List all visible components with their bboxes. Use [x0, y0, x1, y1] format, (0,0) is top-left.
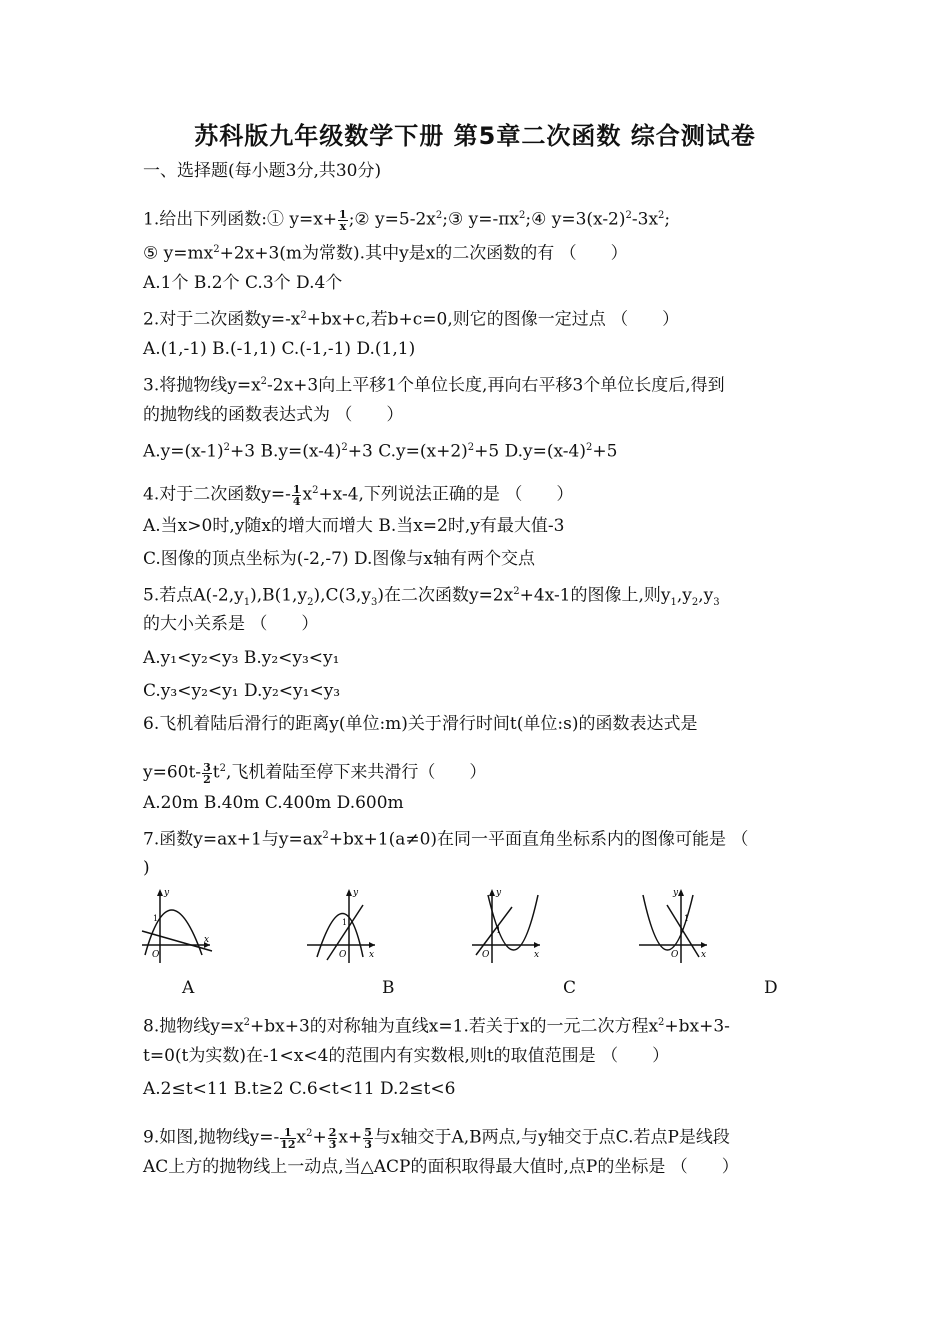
graph-label-d: D [764, 978, 778, 998]
question-8-line-1: 8.抛物线$y=x^2+bx+3$的对称轴为直线x=1.若关于x的一元二次方程$x^2+bx+3-$ [143, 1016, 730, 1037]
question-5-options-ab: A.y₁<y₂<y₃ B.y₂<y₃<y₁ [143, 648, 340, 668]
fraction: $\frac{1}{4}$ [292, 482, 301, 508]
svg-text:x: x [701, 950, 707, 960]
question-7-line-1: 7.函数y=ax+1与$y=ax^2+bx+1(a\ne 0)$在同一平面直角坐标系内的图像可能是 （ [143, 829, 749, 850]
question-3-line-1: 3.将抛物线$y=x^2-2x+3$向上平移1个单位长度,再向右平移3个单位长度后,得到 [143, 375, 725, 396]
svg-text:O: O [152, 950, 160, 960]
graph-label-a: A [182, 978, 195, 998]
fraction: $\frac{1}{x}$ [339, 207, 347, 233]
fraction: $\frac{3}{2}$ [203, 760, 211, 786]
svg-text:y: y [353, 888, 359, 898]
fraction: $\frac{5}{3}$ [364, 1125, 372, 1151]
section-heading: 一、选择题(每小题3分,共30分) [143, 161, 382, 181]
question-5-line-1: 5.若点$A(-2,y_1),B(1,y_2),C(3,y_3)$在二次函数$y=2x^2+4x-1$的图像上,则$y_1,y_2,y_3$ [143, 585, 720, 609]
fraction: $\frac{1}{12}$ [280, 1125, 296, 1151]
svg-text:x: x [534, 950, 540, 960]
svg-text:1: 1 [684, 914, 690, 923]
svg-text:y: y [164, 888, 170, 898]
svg-text:y: y [496, 888, 502, 898]
graph-option-c [470, 885, 545, 965]
question-8-options: A.2≤t<11 B.t≥2 C.6<t<11 D.2≤t<6 [143, 1079, 456, 1099]
question-6-line-2: y=60t- $\frac{3}{2}$ $t^2$,飞机着陆至停下来共滑行（ ） [143, 760, 487, 786]
question-3-line-2: 的抛物线的函数表达式为 （ ） [143, 405, 404, 425]
fraction: $\frac{2}{3}$ [328, 1125, 337, 1151]
question-6-options: A.20m B.40m C.400m D.600m [143, 793, 404, 813]
question-2-options: A.(1,-1) B.(-1,1) C.(-1,-1) D.(1,1) [143, 339, 416, 359]
page-title: 苏科版九年级数学下册 第5章二次函数 综合测试卷 [194, 122, 756, 150]
question-4: 4.对于二次函数y=- $\frac{1}{4}$ $x^2+x-4$,下列说法正确的是 （ ） [143, 482, 574, 508]
question-3-options: $A.y=(x-1)^2+3$ $B.y=(x-4)^2+3$ $C.y=(x+2)^2+5$ $D.y=(x-4)^2+5$ [143, 441, 618, 462]
question-1-options: A.1个 B.2个 C.3个 D.4个 [143, 273, 343, 293]
question-5-options-cd: C.y₃<y₂<y₁ D.y₂<y₁<y₃ [143, 681, 341, 701]
graph-option-a [140, 885, 215, 965]
question-8-line-2: t=0(t为实数)在-1<x<4的范围内有实数根,则t的取值范围是 （ ） [143, 1046, 670, 1066]
question-4-options-cd: C.图像的顶点坐标为(-2,-7) D.图像与x轴有两个交点 [143, 549, 536, 569]
question-1-line-1: 1.给出下列函数:① y=x+ $\frac{1}{x}$ ;② $y=5-2x^2;③$ $y=-\pi x^2;④$ $y=3(x-2)^2-3x^2$; [143, 207, 671, 233]
svg-text:x: x [369, 950, 375, 960]
question-4-options-ab: A.当x>0时,y随x的增大而增大 B.当x=2时,y有最大值-3 [143, 516, 565, 536]
graph-label-c: C [563, 978, 577, 998]
graph-option-b [305, 885, 380, 965]
question-9-line-1: 9.如图,抛物线y=- $\frac{1}{12}$ $x^2+$ $\frac{2}{3}$ x+ $\frac{5}{3}$ 与x轴交于A,B两点,与y轴交于点C.若点P是线段 [143, 1125, 730, 1151]
svg-text:O: O [671, 950, 679, 960]
svg-text:1: 1 [342, 918, 348, 927]
question-9-line-2: AC上方的抛物线上一动点,当△ACP的面积取得最大值时,点P的坐标是 （ ） [143, 1157, 739, 1177]
svg-text:O: O [482, 950, 490, 960]
question-7-line-2: ) [143, 858, 150, 878]
question-6-line-1: 6.飞机着陆后滑行的距离y(单位:m)关于滑行时间t(单位:s)的函数表达式是 [143, 714, 698, 734]
svg-text:O: O [339, 950, 347, 960]
question-5-line-2: 的大小关系是 （ ） [143, 614, 319, 634]
svg-text:1: 1 [496, 926, 502, 935]
svg-text:y: y [673, 888, 679, 898]
question-2: 2.对于二次函数$y=-x^2+bx+c$,若b+c=0,则它的图像一定过点 （ ） [143, 309, 680, 330]
graph-label-b: B [382, 978, 395, 998]
graph-option-d [637, 885, 712, 965]
question-1-line-2: ⑤ $y=mx^2+2x+3(m$为常数).其中y是x的二次函数的有 （ ） [143, 243, 628, 264]
svg-text:x: x [204, 935, 210, 945]
svg-text:1: 1 [153, 914, 159, 923]
